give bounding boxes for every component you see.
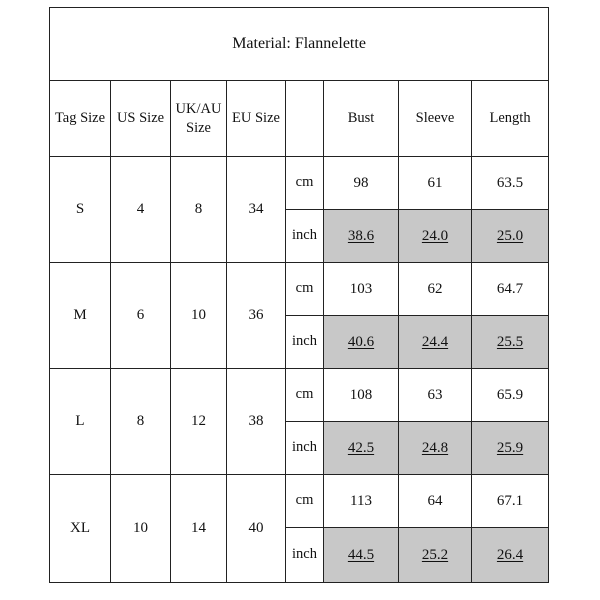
sleeve-cell: 62 (399, 263, 472, 316)
header-uk-au-line1: UK/AU (175, 101, 222, 118)
uk-au-size-cell: 12 (171, 369, 227, 475)
sleeve-cell: 24.0 (399, 210, 472, 263)
uk-au-size-cell: 14 (171, 475, 227, 583)
header-row (50, 81, 549, 157)
bust-cell: 40.6 (324, 316, 399, 369)
sleeve-cell: 63 (399, 369, 472, 422)
unit-cell: inch (286, 210, 324, 263)
size-chart (49, 7, 548, 583)
sleeve-cell: 24.4 (399, 316, 472, 369)
length-cell: 25.9 (472, 422, 549, 475)
length-cell: 67.1 (472, 475, 549, 528)
table-title: Material: Flannelette (50, 8, 549, 81)
unit-cell: inch (286, 528, 324, 583)
unit-cell: inch (286, 316, 324, 369)
header-length: Length (472, 81, 549, 157)
table-row-m-cm (50, 263, 549, 316)
header-uk-au-size (171, 81, 227, 157)
length-cell: 65.9 (472, 369, 549, 422)
tag-size-cell: M (50, 263, 111, 369)
us-size-cell: 8 (111, 369, 171, 475)
tag-size-cell: S (50, 157, 111, 263)
bust-cell: 98 (324, 157, 399, 210)
bust-cell: 103 (324, 263, 399, 316)
bust-cell: 38.6 (324, 210, 399, 263)
eu-size-cell: 40 (227, 475, 286, 583)
length-cell: 63.5 (472, 157, 549, 210)
us-size-cell: 10 (111, 475, 171, 583)
uk-au-size-cell: 10 (171, 263, 227, 369)
header-uk-au-line2: Size (186, 119, 211, 136)
header-bust: Bust (324, 81, 399, 157)
sleeve-cell: 24.8 (399, 422, 472, 475)
length-cell: 64.7 (472, 263, 549, 316)
table-row-s-cm (50, 157, 549, 210)
unit-cell: cm (286, 157, 324, 210)
uk-au-size-cell: 8 (171, 157, 227, 263)
bust-cell: 42.5 (324, 422, 399, 475)
unit-cell: inch (286, 422, 324, 475)
us-size-cell: 6 (111, 263, 171, 369)
table-row-l-cm (50, 369, 549, 422)
us-size-cell: 4 (111, 157, 171, 263)
length-cell: 26.4 (472, 528, 549, 583)
header-eu-size: EU Size (227, 81, 286, 157)
bust-cell: 113 (324, 475, 399, 528)
bust-cell: 44.5 (324, 528, 399, 583)
header-sleeve: Sleeve (399, 81, 472, 157)
unit-cell: cm (286, 263, 324, 316)
eu-size-cell: 34 (227, 157, 286, 263)
header-us-size: US Size (111, 81, 171, 157)
sleeve-cell: 25.2 (399, 528, 472, 583)
table-row-xl-cm (50, 475, 549, 528)
unit-cell: cm (286, 369, 324, 422)
eu-size-cell: 38 (227, 369, 286, 475)
eu-size-cell: 36 (227, 263, 286, 369)
bust-cell: 108 (324, 369, 399, 422)
unit-cell: cm (286, 475, 324, 528)
size-table (49, 7, 549, 583)
header-unit (286, 81, 324, 157)
sleeve-cell: 61 (399, 157, 472, 210)
length-cell: 25.0 (472, 210, 549, 263)
sleeve-cell: 64 (399, 475, 472, 528)
header-tag-size: Tag Size (50, 81, 111, 157)
tag-size-cell: L (50, 369, 111, 475)
length-cell: 25.5 (472, 316, 549, 369)
tag-size-cell: XL (50, 475, 111, 583)
